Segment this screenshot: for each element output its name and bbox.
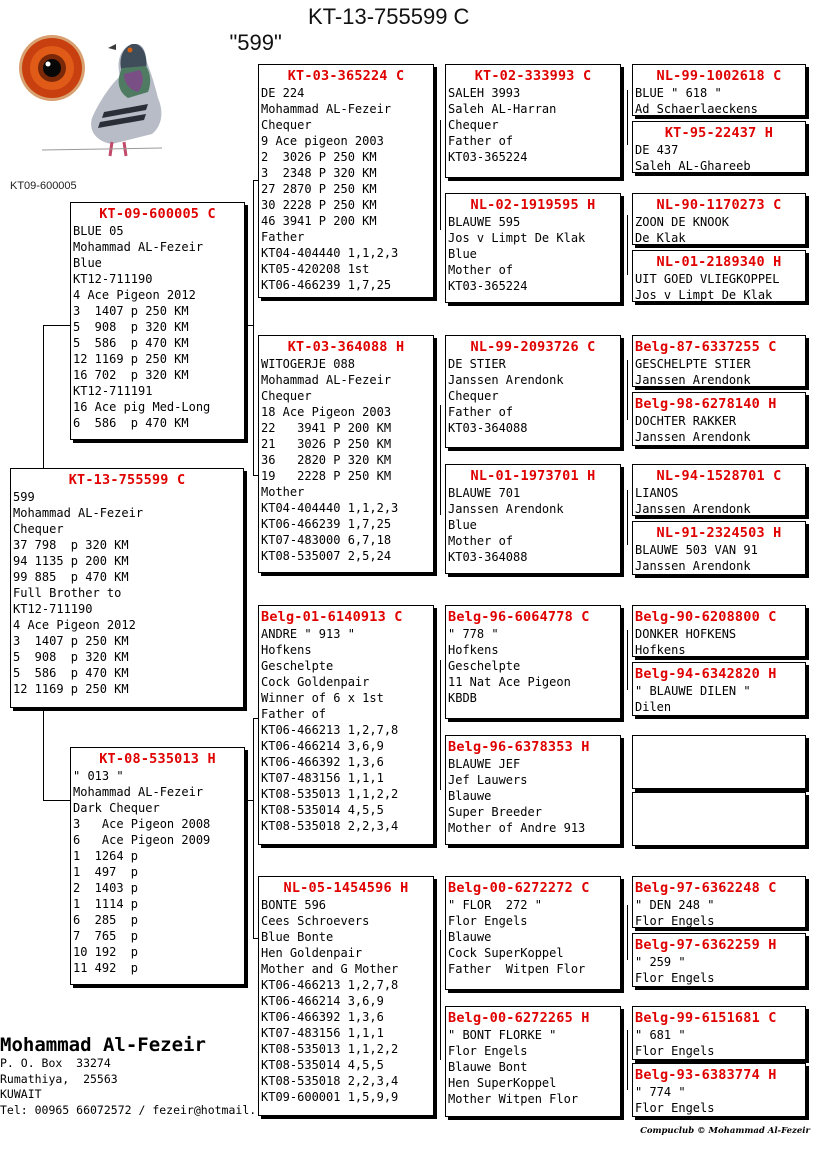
info-line: Flor Engels (635, 1101, 715, 1115)
info-line: 2 3026 P 250 KM (261, 150, 377, 164)
info-line: BLAUWE JEF (448, 757, 521, 771)
info-line: BLAUWE 701 (448, 486, 521, 500)
info-line: " 774 " (635, 1085, 686, 1099)
info-line: 1 1264 p (73, 849, 139, 863)
ring-number: Belg-90-6208800 C (635, 609, 777, 625)
info-line: KT07-483156 1,1,1 (261, 1026, 384, 1040)
info-line: KT06-466392 1,3,6 (261, 755, 384, 769)
info-line: Blue (448, 247, 477, 261)
pigeon-ring-number: KT-13-755599 C (308, 4, 470, 29)
info-line: WITOGERJE 088 (261, 357, 355, 371)
info-line: BLUE 05 (73, 224, 124, 238)
info-line: Father (261, 230, 305, 244)
info-line: 3 Ace Pigeon 2008 (73, 817, 211, 831)
pedigree-box-dsd[interactable] (445, 735, 621, 845)
info-line: 6 285 p (73, 913, 139, 927)
info-line: " DEN 248 " (635, 898, 715, 912)
info-line: BLUE " 618 " (635, 86, 722, 100)
info-line: Mohammad AL-Fezeir (73, 785, 204, 799)
info-line: 18 Ace Pigeon 2003 (261, 405, 392, 419)
info-line: KT08-535007 2,5,24 (261, 549, 392, 563)
pedigree-box-dam-sire[interactable] (258, 605, 434, 845)
info-line: KT05-420208 1st (261, 262, 370, 276)
info-line: BLAUWE 503 VAN 91 (635, 543, 758, 557)
info-line: Hen Goldenpair (261, 946, 363, 960)
pedigree-box-g5-4[interactable] (632, 250, 806, 302)
ring-number: KT-13-755599 C (68, 472, 186, 488)
info-line: Blauwe (448, 930, 492, 944)
info-line: " FLOR 272 " (448, 898, 542, 912)
info-line: 21 3026 P 250 KM (261, 437, 392, 451)
connector-line (245, 800, 253, 801)
info-line: Chequer (448, 118, 499, 132)
info-line: 3 1407 p 250 KM (13, 634, 129, 648)
ring-number: Belg-01-6140913 C (261, 609, 403, 625)
info-line: Geschelpte (261, 659, 334, 673)
ring-number: Belg-98-6278140 H (635, 396, 777, 412)
info-line: BLAUWE 595 (448, 215, 521, 229)
info-line: GESCHELPTE STIER (635, 357, 751, 371)
ring-number: KT-02-333993 C (474, 68, 592, 84)
pedigree-box-subject[interactable] (10, 468, 244, 708)
info-line: 11 492 p (73, 961, 139, 975)
info-line: Blauwe Bont (448, 1060, 528, 1074)
info-line: SALEH 3993 (448, 86, 521, 100)
info-line: KT06-466214 3,6,9 (261, 994, 384, 1008)
pedigree-box-dds[interactable] (445, 876, 621, 990)
ring-number: Belg-96-6378353 H (448, 739, 590, 755)
info-line: Geschelpte (448, 659, 521, 673)
info-line: " 259 " (635, 955, 686, 969)
info-line: Hen SuperKoppel (448, 1076, 557, 1090)
pedigree-box-g5-11-empty[interactable] (632, 735, 806, 789)
connector-line (253, 180, 254, 475)
info-line: KT12-711190 (73, 272, 153, 286)
connector-line (440, 405, 441, 515)
info-line: KT12-711190 (13, 602, 93, 616)
info-line: Father Witpen Flor (448, 962, 586, 976)
info-line: Mohammad AL-Fezeir (73, 240, 204, 254)
info-line: 11 Nat Ace Pigeon (448, 675, 571, 689)
connector-line (43, 710, 44, 800)
info-line: KT06-466239 1,7,25 (261, 278, 392, 292)
info-line: 10 192 p (73, 945, 139, 959)
info-line: Janssen Arendonk (635, 373, 751, 387)
info-line: Mother of Andre 913 (448, 821, 586, 835)
info-line: KT03-365224 (448, 279, 528, 293)
info-line: 46 3941 P 200 KM (261, 214, 377, 228)
info-line: " 681 " (635, 1028, 686, 1042)
info-line: 9 Ace pigeon 2003 (261, 134, 384, 148)
info-line: Hofkens (448, 643, 499, 657)
info-line: LIANOS (635, 486, 679, 500)
info-line: Jef Lauwers (448, 773, 528, 787)
info-line: KT08-535014 4,5,5 (261, 803, 384, 817)
ring-number: KT-03-365224 C (287, 68, 405, 84)
info-line: " 778 " (448, 627, 499, 641)
info-line: ZOON DE KNOOK (635, 215, 729, 229)
photo-caption: KT09-600005 (10, 180, 77, 192)
connector-line (627, 905, 628, 960)
info-line: Blue (448, 518, 477, 532)
connector-line (627, 490, 628, 545)
info-line: 599 (13, 490, 35, 504)
info-line: KT08-535013 1,1,2,2 (261, 787, 399, 801)
info-line: Jos v Limpt De Klak (635, 288, 773, 302)
info-line: Saleh AL-Harran (448, 102, 557, 116)
info-line: KT08-535018 2,2,3,4 (261, 819, 399, 833)
connector-line (43, 325, 44, 472)
info-line: Super Breeder (448, 805, 542, 819)
connector-line (627, 215, 628, 275)
ring-number: Belg-97-6362259 H (635, 937, 777, 953)
pedigree-box-sire-sire[interactable] (258, 64, 434, 298)
info-line: 3 1407 p 250 KM (73, 304, 189, 318)
pedigree-box-g5-2[interactable] (632, 121, 806, 173)
info-line: KT04-404440 1,1,2,3 (261, 501, 399, 515)
connector-line (253, 718, 254, 938)
info-line: KT03-364088 (448, 421, 528, 435)
connector-line (43, 800, 70, 801)
connector-line (627, 630, 628, 690)
info-line: ANDRE " 913 " (261, 627, 355, 641)
info-line: 3 2348 P 320 KM (261, 166, 377, 180)
pedigree-box-g5-13[interactable] (632, 876, 806, 928)
owner-address-line: KUWAIT (0, 1087, 42, 1101)
info-line: Flor Engels (635, 1044, 715, 1058)
ring-number: NL-90-1170273 C (656, 197, 782, 213)
info-line: Janssen Arendonk (448, 502, 564, 516)
connector-line (245, 325, 253, 326)
pedigree-box-g5-6[interactable] (632, 392, 806, 446)
owner-name: Mohammad Al-Fezeir (0, 1034, 206, 1056)
pedigree-box-g5-8[interactable] (632, 521, 806, 575)
info-line: Saleh AL-Ghareeb (635, 159, 751, 173)
ring-number: Belg-99-6151681 C (635, 1010, 777, 1026)
info-line: Blue Bonte (261, 930, 334, 944)
info-line: 19 2228 P 250 KM (261, 469, 392, 483)
info-line: KT03-364088 (448, 550, 528, 564)
info-line: Flor Engels (448, 914, 528, 928)
info-line: 2 1403 p (73, 881, 139, 895)
ring-number: KT-95-22437 H (664, 125, 774, 141)
info-line: De Klak (635, 231, 686, 245)
ring-number: NL-02-1919595 H (470, 197, 596, 213)
footer-credit: Compuclub © Mohammad Al-Fezeir (640, 1126, 810, 1136)
info-line: KT06-466214 3,6,9 (261, 739, 384, 753)
pedigree-box-g5-7[interactable] (632, 464, 806, 516)
info-line: Jos v Limpt De Klak (448, 231, 586, 245)
info-line: DE STIER (448, 357, 506, 371)
info-line: 99 885 p 470 KM (13, 570, 129, 584)
info-line: 6 Ace Pigeon 2009 (73, 833, 211, 847)
ring-number: KT-08-535013 H (99, 751, 216, 767)
connector-line (627, 360, 628, 420)
pedigree-box-dam[interactable] (70, 747, 245, 985)
owner-address-line: P. O. Box 33274 (0, 1056, 111, 1070)
info-line: Mohammad AL-Fezeir (13, 506, 144, 520)
info-line: Dilen (635, 700, 672, 714)
pedigree-box-g5-5[interactable] (632, 335, 806, 387)
info-line: Cock Goldenpair (261, 675, 370, 689)
ring-number: NL-01-2189340 H (656, 254, 782, 270)
info-line: " BLAUWE DILEN " (635, 684, 751, 698)
info-line: 27 2870 P 250 KM (261, 182, 377, 196)
pedigree-box-dam-dam[interactable] (258, 876, 434, 1116)
owner-phone-email: Tel: 00965 66072572 / fezeir@hotmail. (0, 1102, 257, 1117)
info-line: Hofkens (261, 643, 312, 657)
info-line: 5 908 p 320 KM (13, 650, 129, 664)
info-line: " BONT FLORKE " (448, 1028, 557, 1042)
connector-line (440, 660, 441, 790)
info-line: Father of (448, 134, 514, 148)
info-line: 37 798 p 320 KM (13, 538, 129, 552)
connector-line (627, 1030, 628, 1090)
pedigree-box-sss[interactable] (445, 64, 621, 178)
pedigree-box-dss[interactable] (445, 605, 621, 719)
ring-number: NL-01-1973701 H (470, 468, 596, 484)
pedigree-box-ddd[interactable] (445, 1006, 621, 1117)
info-line: 4 Ace Pigeon 2012 (13, 618, 136, 632)
info-line: KT06-466213 1,2,7,8 (261, 978, 399, 992)
info-line: Mohammad AL-Fezeir (261, 373, 392, 387)
info-line: KT03-365224 (448, 150, 528, 164)
pigeon-photo (12, 14, 172, 166)
info-line: 1 1114 p (73, 897, 139, 911)
ring-number: Belg-94-6342820 H (635, 666, 777, 682)
info-line: DE 224 (261, 86, 305, 100)
info-line: Flor Engels (635, 914, 715, 928)
info-line: 5 586 p 470 KM (73, 336, 189, 350)
owner-contact (0, 1034, 256, 1118)
info-line: KBDB (448, 691, 477, 705)
info-line: Janssen Arendonk (635, 502, 751, 516)
info-line: DONKER HOFKENS (635, 627, 737, 641)
info-line: Flor Engels (635, 971, 715, 985)
connector-line (440, 120, 441, 230)
info-line: Dark Chequer (73, 801, 160, 815)
ring-number: Belg-93-6383774 H (635, 1067, 777, 1083)
info-line: 16 Ace pig Med-Long (73, 400, 211, 414)
info-line: Blue (73, 256, 102, 270)
info-line: Father of (448, 405, 514, 419)
info-line: Flor Engels (448, 1044, 528, 1058)
info-line: 36 2820 P 320 KM (261, 453, 392, 467)
info-line: 94 1135 p 200 KM (13, 554, 129, 568)
ring-number: NL-91-2324503 H (656, 525, 782, 541)
ring-number: KT-09-600005 C (99, 206, 216, 222)
info-line: 4 Ace Pigeon 2012 (73, 288, 196, 302)
pedigree-box-g5-14[interactable] (632, 933, 806, 987)
info-line: 12 1169 p 250 KM (73, 352, 189, 366)
info-line: Blauwe (448, 789, 492, 803)
ring-number: NL-99-1002618 C (656, 68, 782, 84)
info-line: BONTE 596 (261, 898, 327, 912)
pedigree-box-sds[interactable] (445, 335, 621, 448)
pedigree-box-g5-10[interactable] (632, 662, 806, 716)
owner-address-line: Rumathiya, 25563 (0, 1071, 118, 1086)
info-line: 6 586 p 470 KM (73, 416, 189, 430)
info-line: UIT GOED VLIEGKOPPEL (635, 272, 780, 286)
info-line: Mother of (448, 534, 514, 548)
ring-number: Belg-00-6272265 H (448, 1010, 590, 1026)
info-line: DOCHTER RAKKER (635, 414, 737, 428)
pedigree-box-sdd[interactable] (445, 464, 621, 574)
info-line: KT12-711191 (73, 384, 153, 398)
info-line: Mother of (448, 263, 514, 277)
info-line: Hofkens (635, 643, 686, 657)
info-line: Chequer (261, 118, 312, 132)
info-line: 16 702 p 320 KM (73, 368, 189, 382)
info-line: KT08-535013 1,1,2,2 (261, 1042, 399, 1056)
info-line: Mother Witpen Flor (448, 1092, 579, 1106)
info-line: 22 3941 P 200 KM (261, 421, 392, 435)
connector-line (440, 930, 441, 1060)
info-line: 5 586 p 470 KM (13, 666, 129, 680)
info-line: 30 2228 P 250 KM (261, 198, 377, 212)
ring-number: NL-99-2093726 C (470, 339, 596, 355)
ring-number: Belg-97-6362248 C (635, 880, 777, 896)
info-line: KT06-466213 1,2,7,8 (261, 723, 399, 737)
info-line: KT09-600001 1,5,9,9 (261, 1090, 399, 1104)
info-line: Mother (261, 485, 305, 499)
ring-number: Belg-00-6272272 C (448, 880, 590, 896)
info-line: KT08-535014 4,5,5 (261, 1058, 384, 1072)
info-line: Chequer (13, 522, 64, 536)
info-line: Cock SuperKoppel (448, 946, 564, 960)
info-line: KT04-404440 1,1,2,3 (261, 246, 399, 260)
info-line: 1 497 p (73, 865, 139, 879)
info-line: KT06-466392 1,3,6 (261, 1010, 384, 1024)
info-line: KT06-466239 1,7,25 (261, 517, 392, 531)
ring-number: Belg-87-6337255 C (635, 339, 777, 355)
pedigree-box-ssd[interactable] (445, 193, 621, 303)
info-line: Chequer (261, 389, 312, 403)
connector-line (627, 90, 628, 145)
info-line: KT08-535018 2,2,3,4 (261, 1074, 399, 1088)
info-line: Mother and G Mother (261, 962, 399, 976)
pedigree-box-sire[interactable] (70, 202, 245, 440)
info-line: 7 765 p (73, 929, 139, 943)
info-line: Mohammad AL-Fezeir (261, 102, 392, 116)
pedigree-box-sire-dam[interactable] (258, 335, 434, 573)
info-line: Chequer (448, 389, 499, 403)
info-line: DE 437 (635, 143, 679, 157)
ring-number: KT-03-364088 H (287, 339, 405, 355)
info-line: KT07-483000 6,7,18 (261, 533, 392, 547)
info-line: Janssen Arendonk (448, 373, 564, 387)
info-line: " 013 " (73, 769, 124, 783)
pigeon-name: "599" (229, 30, 282, 55)
info-line: KT07-483156 1,1,1 (261, 771, 384, 785)
info-line: Full Brother to (13, 586, 122, 600)
ring-number: NL-94-1528701 C (656, 468, 782, 484)
info-line: 5 908 p 320 KM (73, 320, 189, 334)
pedigree-box-g5-3[interactable] (632, 193, 806, 245)
pedigree-box-g5-15[interactable] (632, 1006, 806, 1060)
ring-number: Belg-96-6064778 C (448, 609, 590, 625)
pedigree-box-g5-12-empty[interactable] (632, 792, 806, 846)
pedigree-box-g5-16[interactable] (632, 1063, 806, 1117)
ring-number: NL-05-1454596 H (283, 880, 409, 896)
info-line: Winner of 6 x 1st (261, 691, 384, 705)
info-line: Cees Schroevers (261, 914, 370, 928)
pedigree-box-g5-1[interactable] (632, 64, 806, 116)
connector-line (43, 325, 70, 326)
info-line: Ad Schaerlaeckens (635, 102, 758, 116)
info-line: Father of (261, 707, 327, 721)
info-line: Janssen Arendonk (635, 430, 751, 444)
info-line: Janssen Arendonk (635, 559, 751, 573)
pedigree-box-g5-9[interactable] (632, 605, 806, 657)
info-line: 12 1169 p 250 KM (13, 682, 129, 696)
